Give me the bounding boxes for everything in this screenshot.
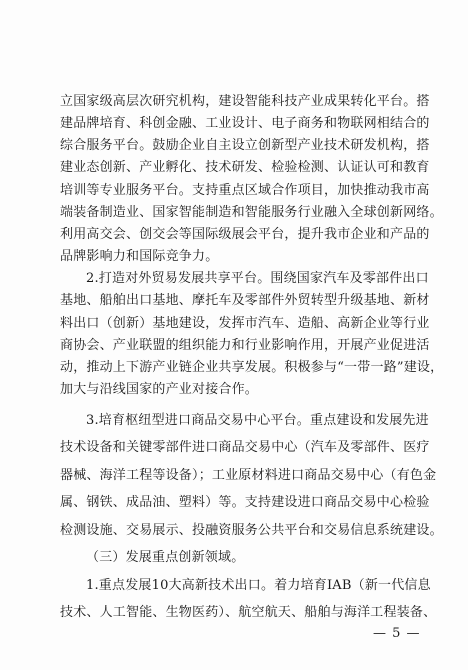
paragraph-2-line-4: 商协会、产业联盟的组织能力和行业影响作用，开展产业促进活 <box>60 338 430 353</box>
paragraph-3-line-1: 3.培育枢纽型进口商品交易中心平台。重点建设和发展先进 <box>86 413 429 428</box>
paragraph-1-line-3: 综合服务平台。鼓励企业自主设立创新型产业技术研发机构，搭 <box>60 138 430 153</box>
paragraph-3-line-5: 检测设施、交易展示、投融资服务公共平台和交易信息系统建设。 <box>60 523 443 538</box>
paragraph-1-line-6: 端装备制造业、国家智能制造和智能服务行业融入全球创新网络。 <box>60 205 443 220</box>
paragraph-1-line-4: 建业态创新、产业孵化、技术研发、检验检测、认证认可和教育 <box>60 160 430 175</box>
paragraph-2-line-6: 加大与沿线国家的产业对接合作。 <box>60 382 259 397</box>
paragraph-1-line-1: 立国家级高层次研究机构，建设智能科技产业成果转化平台。搭 <box>60 94 430 109</box>
page-number: — 5 — <box>373 626 421 641</box>
paragraph-2-line-3: 料出口（创新）基地建设，发挥市汽车、造船、高新企业等行业 <box>60 316 430 331</box>
paragraph-2-line-5: 动，推动上下游产业链企业共享发展。积极参与“一带一路”建设， <box>60 360 444 375</box>
paragraph-1-line-7: 利用高交会、创交会等国际级展会平台，提升我市企业和产品的 <box>60 227 430 242</box>
paragraph-2-line-1: 2.打造对外贸易发展共享平台。围绕国家汽车及零部件出口 <box>86 271 429 286</box>
paragraph-4-line-1: 1.重点发展10大高新技术出口。着力培育IAB（新一代信息 <box>86 578 431 593</box>
paragraph-4-line-2: 技术、人工智能、生物医药）、航空航天、船舶与海洋工程装备、 <box>60 605 437 620</box>
paragraph-1-line-5: 培训等专业服务平台。支持重点区域合作项目，加快推动我市高 <box>60 183 430 198</box>
paragraph-1-line-2: 建品牌培育、科创金融、工业设计、电子商务和物联网相结合的 <box>60 116 430 131</box>
section-heading: （三）发展重点创新领域。 <box>86 550 245 565</box>
paragraph-3-line-3: 器械、海洋工程等设备）；工业原材料进口商品交易中心（有色金 <box>60 468 437 483</box>
paragraph-2-line-2: 基地、船舶出口基地、摩托车及零部件外贸转型升级基地、新材 <box>60 293 430 308</box>
paragraph-1-line-8: 品牌影响力和国际竞争力。 <box>60 249 219 264</box>
paragraph-3-line-2: 技术设备和关键零部件进口商品交易中心（汽车及零部件、医疗 <box>60 440 430 455</box>
paragraph-3-line-4: 属、钢铁、成品油、塑料）等。支持建设进口商品交易中心检验 <box>60 495 430 510</box>
